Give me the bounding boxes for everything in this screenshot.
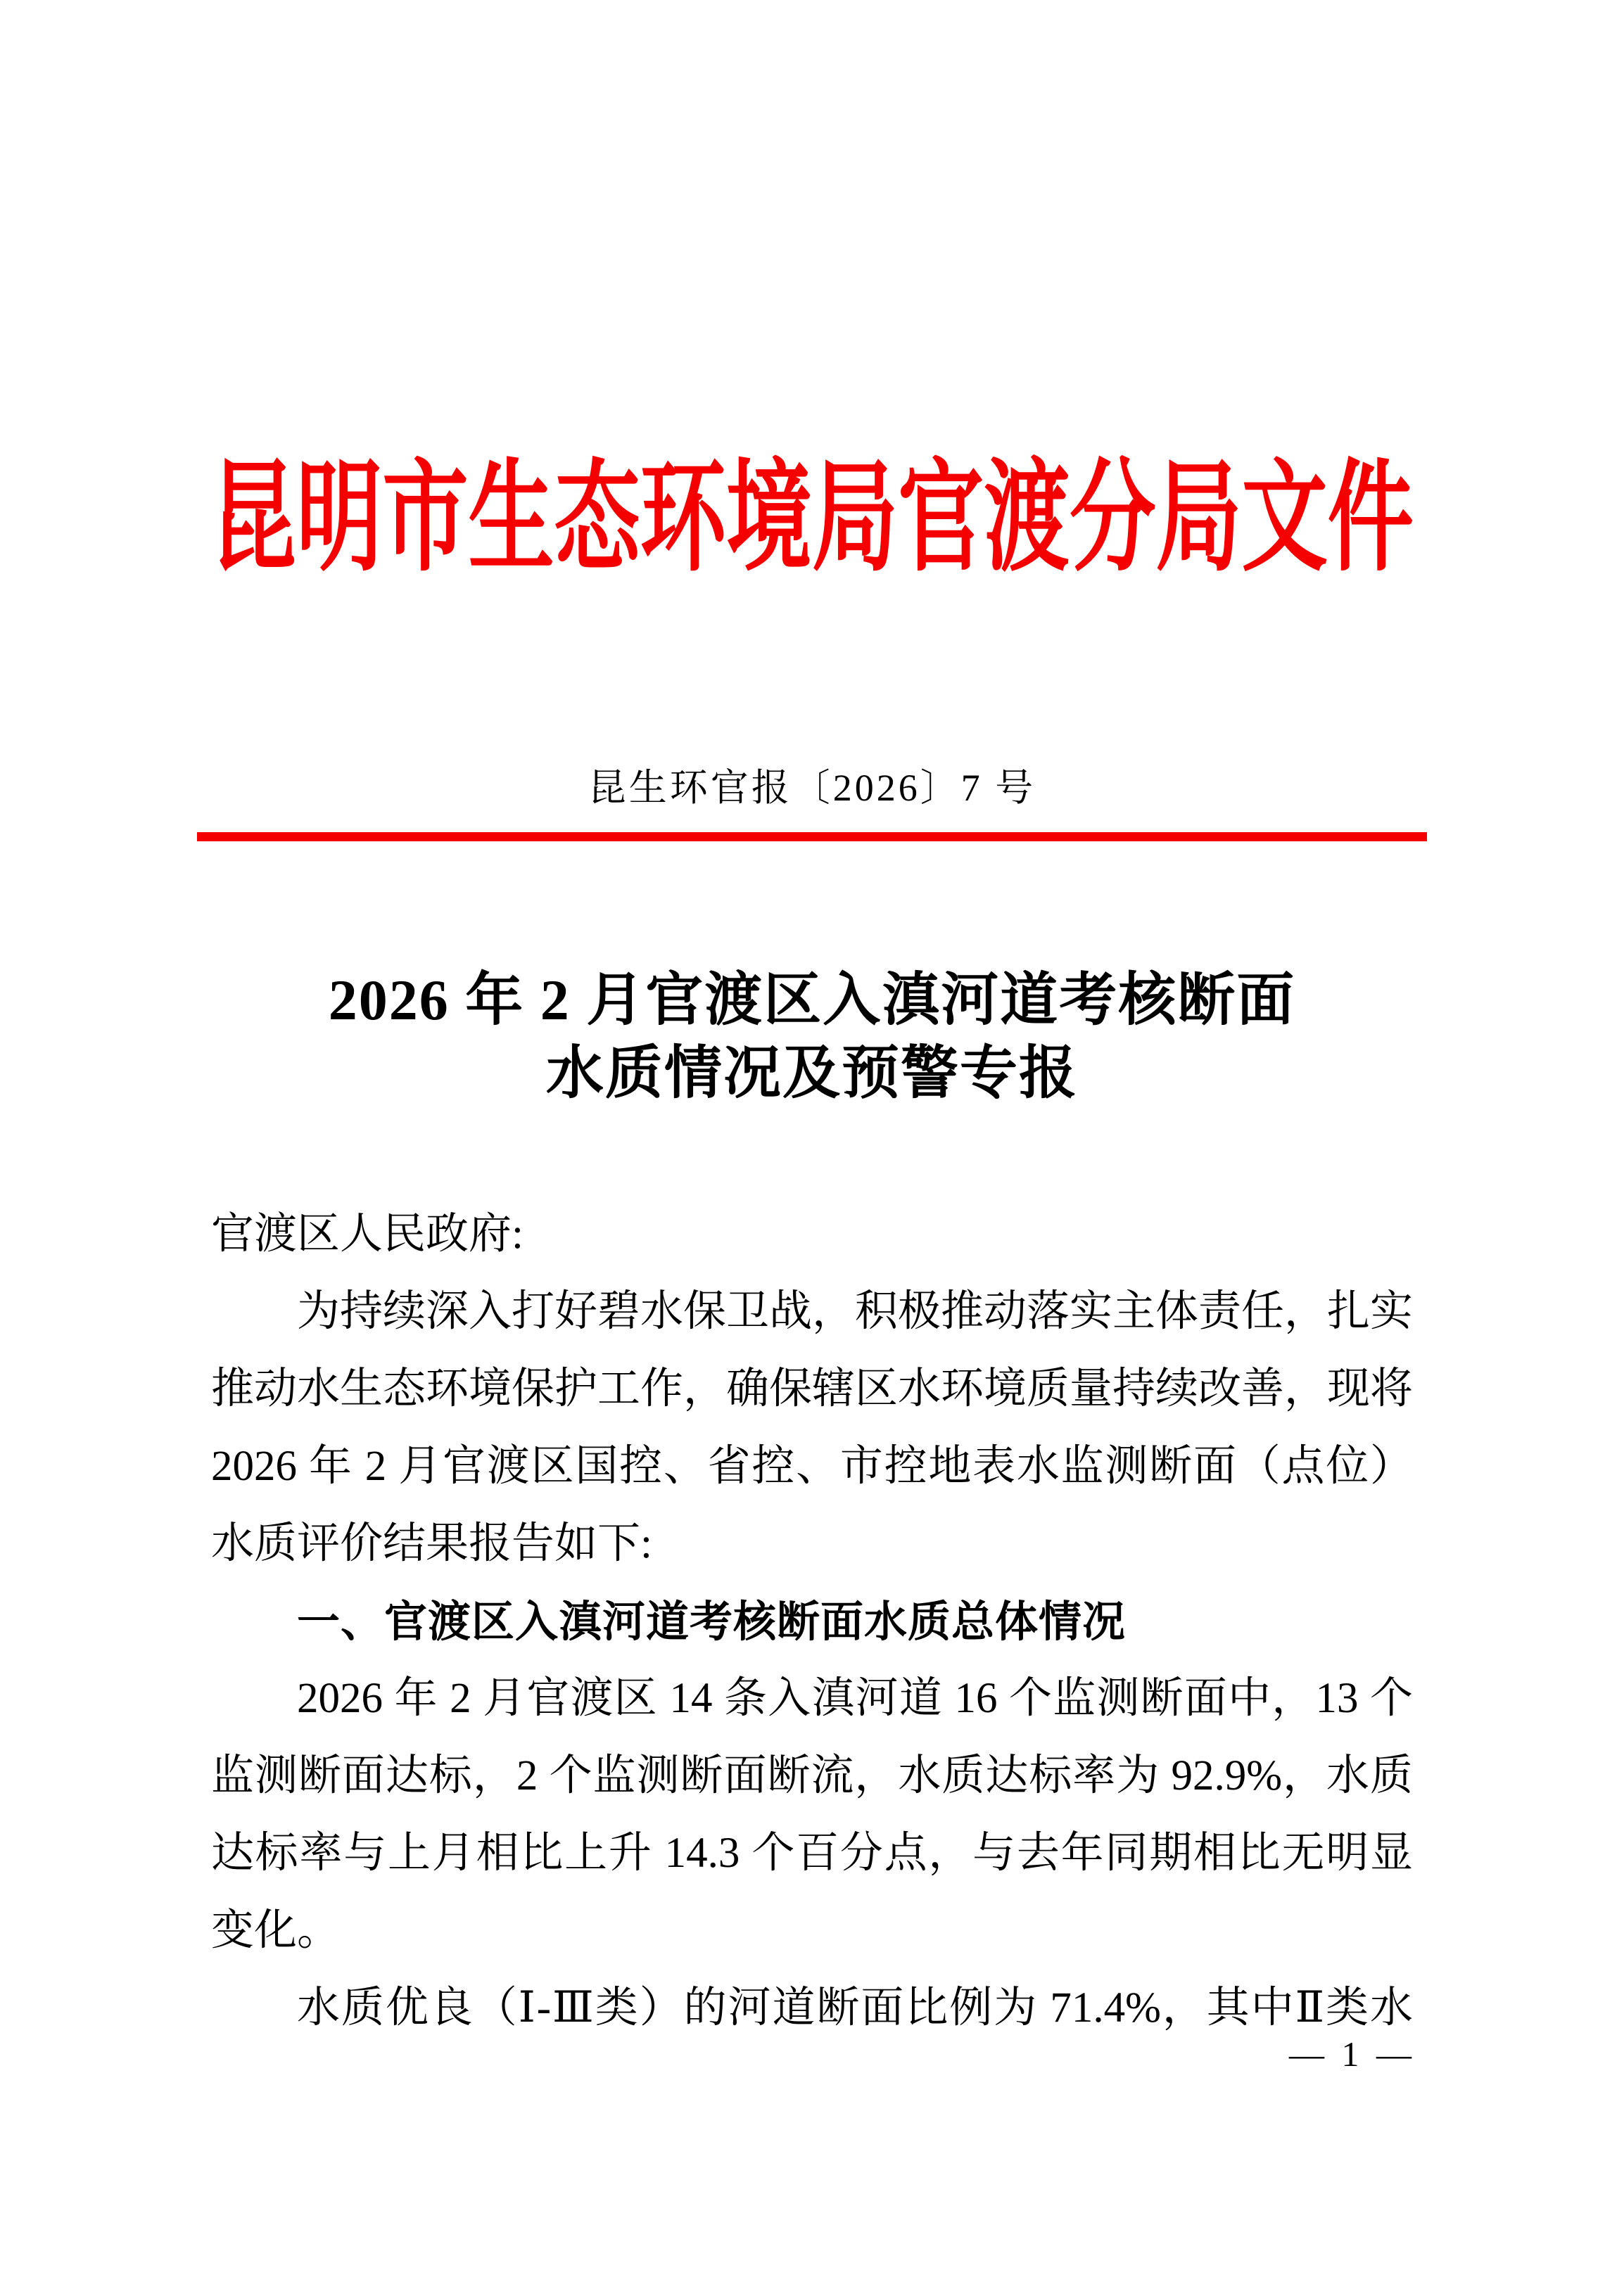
body-line: 为持续深入打好碧水保卫战，积极推动落实主体责任，扎实 — [297, 1288, 1414, 1335]
red-separator-line — [197, 832, 1427, 841]
doc-title-line-2: 水质情况及预警专报 — [545, 1041, 1078, 1105]
body-line: 2026 年 2 月官渡区 14 条入滇河道 16 个监测断面中，13 个 — [297, 1675, 1413, 1722]
body-line: 监测断面达标，2 个监测断面断流，水质达标率为 92.9%，水质 — [211, 1752, 1413, 1799]
body-line: 水质优良（Ⅰ-Ⅲ类）的河道断面比例为 71.4%，其中Ⅱ类水 — [297, 1984, 1413, 2032]
body-text — [211, 1196, 1413, 2047]
salutation-line: 官渡区人民政府: — [211, 1211, 524, 1258]
agency-masthead — [0, 449, 1624, 589]
body-line: 变化。 — [211, 1907, 341, 1954]
section-heading: 一、官渡区入滇河道考核断面水质总体情况 — [297, 1597, 1127, 1645]
agency-masthead-text: 昆明市生态环境局官渡分局文件 — [210, 452, 1414, 586]
body-line: 2026 年 2 月官渡区国控、省控、市控地表水监测断面（点位） — [211, 1443, 1413, 1490]
body-line: 推动水生态环境保护工作，确保辖区水环境质量持续改善，现将 — [211, 1365, 1414, 1412]
body-line: 水质评价结果报告如下: — [211, 1520, 652, 1567]
body-line: 达标率与上月相比上升 14.3 个百分点，与去年同期相比无明显 — [211, 1830, 1413, 1877]
page-number: — 1 — — [1289, 2034, 1416, 2074]
doc-number: 昆生环官报〔2026〕7 号 — [588, 767, 1036, 809]
doc-title-line-1: 2026 年 2 月官渡区入滇河道考核断面 — [328, 968, 1296, 1032]
doc-title — [0, 964, 1624, 1110]
